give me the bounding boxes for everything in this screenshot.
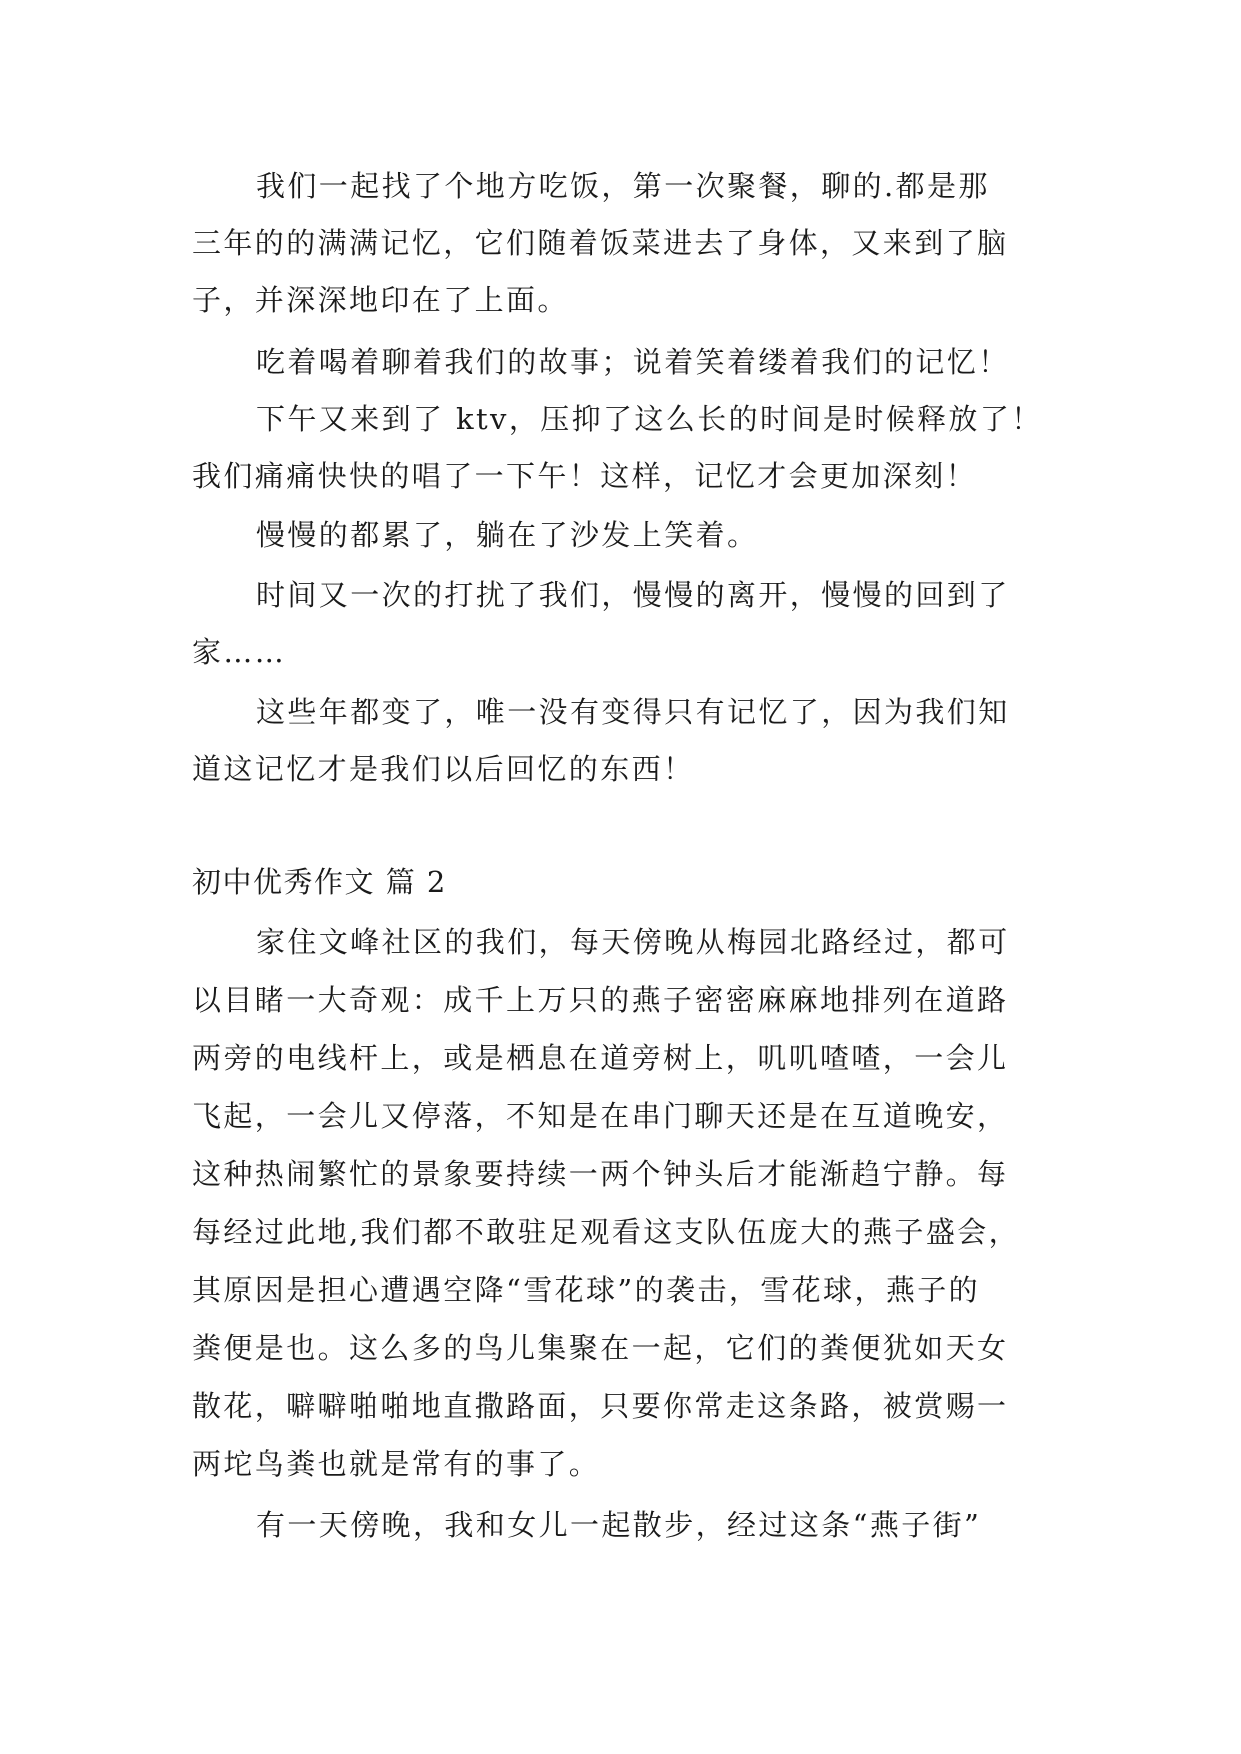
text-line: 两旁的电线杆上，或是栖息在道旁树上，叽叽喳喳，一会儿 (192, 1041, 1009, 1075)
text-line: 这些年都变了，唯一没有变得只有记忆了，因为我们知 (256, 695, 1010, 729)
text-line: 粪便是也。这么多的鸟儿集聚在一起，它们的粪便犹如天女 (192, 1331, 1009, 1365)
text-line: 散花，噼噼啪啪地直撒路面，只要你常走这条路，被赏赐一 (192, 1389, 1009, 1423)
text-line: 家…… (192, 635, 287, 669)
text-line: 我们痛痛快快的唱了一下午！这样，记忆才会更加深刻！ (192, 459, 978, 493)
text-line: 我们一起找了个地方吃饭，第一次聚餐，聊的.都是那 (256, 169, 990, 203)
text-line: 家住文峰社区的我们，每天傍晚从梅园北路经过，都可 (256, 925, 1010, 959)
text-line: 吃着喝着聊着我们的故事；说着笑着缕着我们的记忆！ (256, 345, 1010, 379)
section-heading: 初中优秀作文 篇 2 (192, 865, 447, 899)
text-line: 其原因是担心遭遇空降“雪花球”的袭击，雪花球，燕子的 (192, 1273, 981, 1307)
text-line: 每经过此地,我们都不敢驻足观看这支队伍庞大的燕子盛会， (192, 1215, 1021, 1249)
text-line: 这种热闹繁忙的景象要持续一两个钟头后才能渐趋宁静。每 (192, 1157, 1009, 1191)
text-line: 子，并深深地印在了上面。 (192, 283, 569, 317)
text-line: 慢慢的都累了，躺在了沙发上笑着。 (256, 518, 759, 552)
text-line: 下午又来到了 ktv，压抑了这么长的时间是时候释放了！ (256, 402, 1043, 436)
text-line: 有一天傍晚，我和女儿一起散步，经过这条“燕子街” (256, 1508, 982, 1542)
text-line: 时间又一次的打扰了我们，慢慢的离开，慢慢的回到了 (256, 578, 1010, 612)
text-line: 两坨鸟粪也就是常有的事了。 (192, 1447, 601, 1481)
text-line: 飞起，一会儿又停落，不知是在串门聊天还是在互道晚安， (192, 1099, 1009, 1133)
text-line: 道这记忆才是我们以后回忆的东西！ (192, 752, 695, 786)
text-line: 以目睹一大奇观：成千上万只的燕子密密麻麻地排列在道路 (192, 983, 1009, 1017)
text-line: 三年的的满满记忆，它们随着饭菜进去了身体，又来到了脑 (192, 226, 1009, 260)
